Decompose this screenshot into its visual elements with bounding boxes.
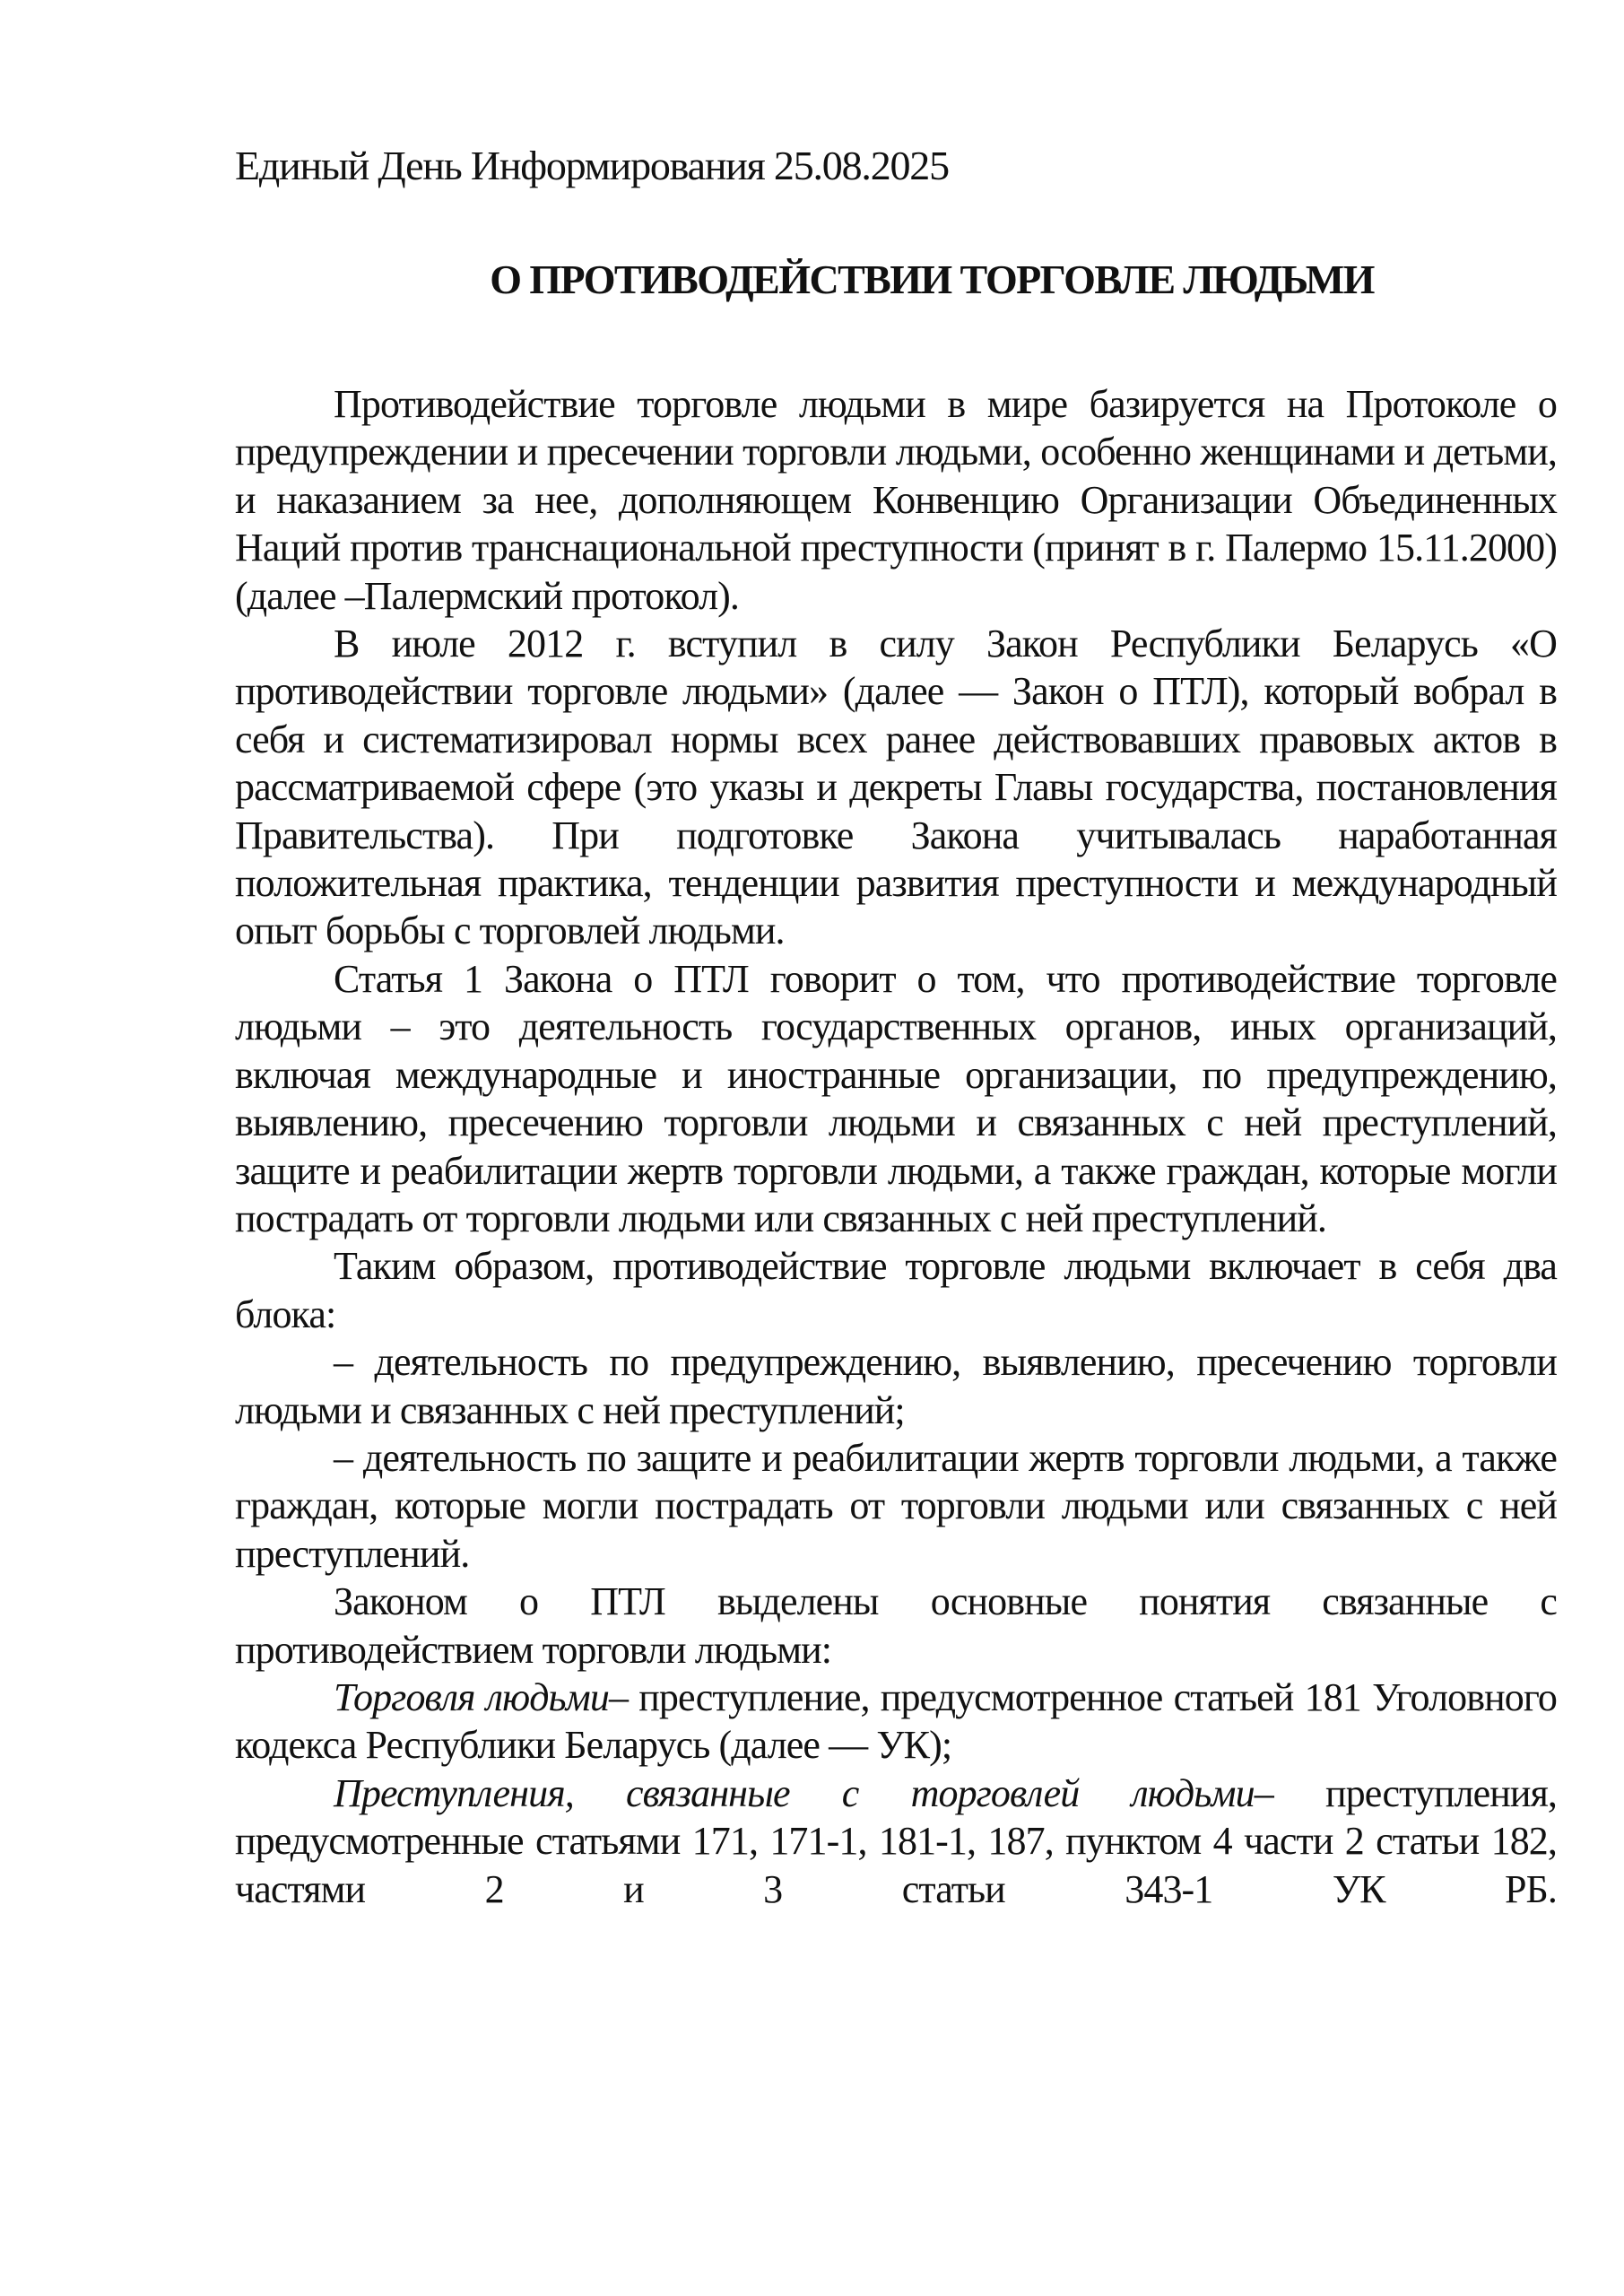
paragraph-law-2012: В июле 2012 г. вступил в силу Закон Республики Беларусь «О противодействии торговле людьми» (далее — Закон о ПТЛ), который вобрал в себя и систематизировал нормы всех ранее действовавших правовых актов в рассматриваемой сфере (это указы и декреты Главы государства, постановления Правительства). При подготовке Закона учитывалась наработанная положительная практика, тенденции развития преступности и международный опыт борьбы с торговлей людьми. bbox=[235, 622, 1557, 953]
paragraph-basic-concepts: Законом о ПТЛ выделены основные понятия связанные с противодействием торговли людьми: bbox=[235, 1579, 1557, 1672]
document-body bbox=[235, 380, 1557, 1913]
list-item-protection: – деятельность по защите и реабилитации жертв торговли людьми, а также граждан, которые могли пострадать от торговли людьми или связанных с ней преступлений. bbox=[235, 1435, 1557, 1576]
document-page bbox=[235, 142, 1557, 1913]
definition-term: Торговля людьми bbox=[334, 1674, 609, 1719]
paragraph-two-blocks: Таким образом, противодействие торговле людьми включает в себя два блока: bbox=[235, 1244, 1557, 1336]
definition-text: – преступление, предусмотренное статьей 181 Уголовного кодекса Республики Беларусь (далее — УК); bbox=[235, 1674, 1557, 1768]
paragraph-palermo-protocol: Противодействие торговле людьми в мире базируется на Протоколе о предупреждении и пресечении торговли людьми, особенно женщинами и детьми, и наказанием за нее, дополняющем Конвенцию Организации Объединенных Наций против транснациональной преступности (принят в г. Палермо 15.11.2000) (далее –Палермский протокол). bbox=[235, 382, 1557, 618]
document-header: Единый День Информирования 25.08.2025 bbox=[235, 143, 949, 188]
definition-related-crimes bbox=[235, 1770, 1557, 1913]
definition-text: – преступления, предусмотренные статьями 171, 171-1, 181-1, 187, пунктом 4 части 2 статьи 182, частями 2 и 3 статьи 343-1 УК РБ. bbox=[235, 1770, 1558, 1911]
list-item-prevention: – деятельность по предупреждению, выявлению, пресечению торговли людьми и связанных с ней преступлений; bbox=[235, 1340, 1557, 1432]
definition-human-trafficking bbox=[235, 1674, 1557, 1770]
paragraph-article-1: Статья 1 Закона о ПТЛ говорит о том, что противодействие торговле людьми – это деятельность государственных органов, иных организаций, включая международные и иностранные организации, по предупреждению, выявлению, пресечению торговли людьми и связанных с ней преступлений, защите и реабилитации жертв торговли людьми, а также граждан, которые могли пострадать от торговли людьми или связанных с ней преступлений. bbox=[235, 956, 1557, 1240]
definition-term: Преступления, связанные с торговлей людьми bbox=[334, 1770, 1255, 1815]
document-title: О ПРОТИВОДЕЙСТВИИ ТОРГОВЛЕ ЛЮДЬМИ bbox=[490, 257, 1374, 302]
